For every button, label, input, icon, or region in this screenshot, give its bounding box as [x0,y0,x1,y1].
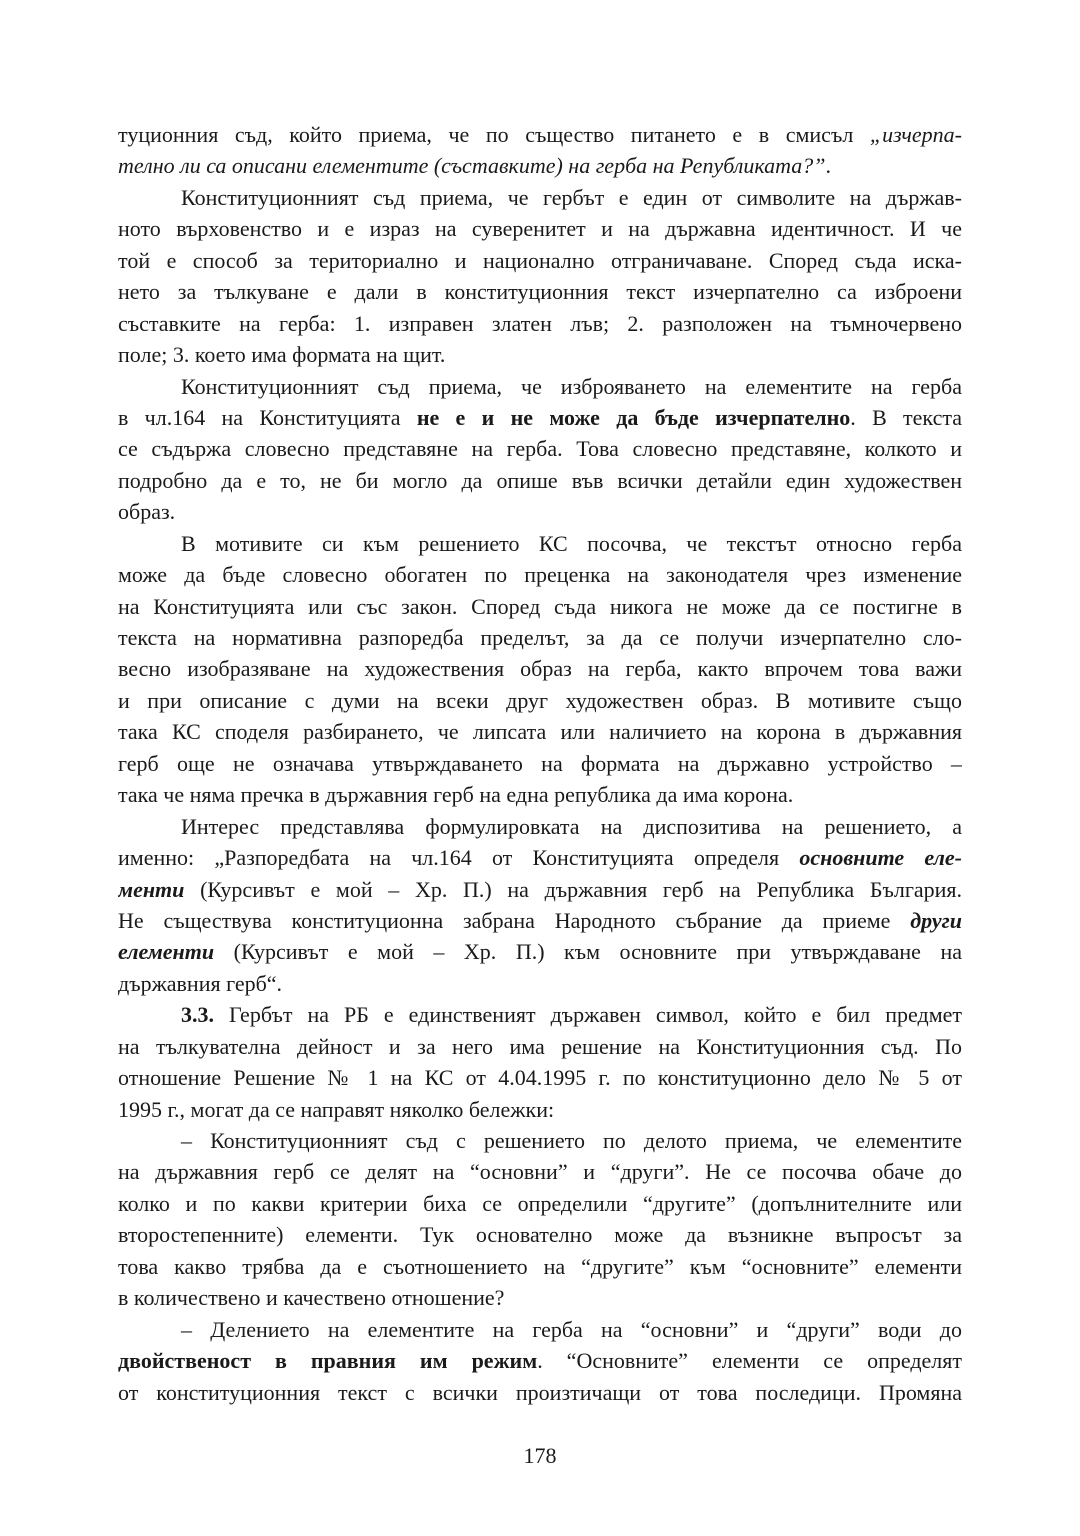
text-line [118,119,962,150]
text-run: отношение Решение № 1 на КС от 4.04.1995 г. по конституционно дело № 5 от [118,1065,962,1091]
paragraph [118,528,962,811]
text-line [118,1031,962,1062]
text-line [118,653,962,684]
text-line [118,465,962,496]
text-line [118,936,962,967]
text-run: от конституционния текст с всички произтичащи от това последици. Промяна [118,1379,962,1405]
paragraph [118,811,962,1000]
text-run: се съдържа словесно представяне на герба. Това словесно представяне, колкото и [118,436,962,462]
text-run: това какво трябва да е съотношението на “другите” към “основните” елементи [118,1253,962,1279]
paragraph [118,999,962,1125]
text-run: той е способ за териториално и национално отграничаване. Според съда иска- [118,247,962,273]
text-line [118,276,962,307]
text-line [118,402,962,433]
text-line [118,1125,962,1156]
text-line [118,591,962,622]
document-body [118,119,962,1408]
bold-italic-text: елементи [118,939,215,965]
text-line [118,150,962,181]
text-line [118,716,962,747]
text-line [118,748,962,779]
text-line [118,339,962,370]
text-run: (Курсивът е мой – Хр. П.) към основните при утвърждаване на [214,939,962,965]
paragraph [118,1314,962,1408]
paragraph [118,182,962,371]
text-run: – Делението на елементите на герба на “основни” и “други” води до [181,1316,962,1342]
text-line [118,1251,962,1282]
text-line [118,622,962,653]
text-run: . [825,153,831,179]
text-run: на тълкувателна дейност и за него има решение на Конституционния съд. По [118,1033,962,1059]
text-run: именно: „Разпоредбата на чл.164 от Конституцията определя [118,845,800,871]
text-run: на Конституцията или със закон. Според съда никога не може да се постигне в [118,593,962,619]
text-line [118,245,962,276]
text-run: Конституционният съд приема, че изброяването на елементите на герба [181,373,962,399]
text-run: поле; 3. което има формата на щит. [118,342,446,368]
text-run: нето за тълкуване е дали в конституционния текст изчерпателно са изброени [118,279,962,305]
bold-text: двойственост в правния им режим [118,1348,538,1374]
text-line [118,779,962,810]
text-run: образ. [118,499,176,525]
text-run: герб още не означава утвърждаването на формата на държавно устройство – [118,750,962,776]
text-run: така че няма пречка в държавния герб на една република да има корона. [118,782,794,808]
text-run: и при описание с думи на всеки друг художествен образ. В мотивите също [118,687,962,713]
text-line [118,213,962,244]
text-run: Гербът на РБ е единственият държавен символ, който е бил предмет [214,1002,962,1028]
text-line [118,308,962,339]
text-run: 1995 г., могат да се направят няколко бележки: [118,1096,555,1122]
text-line [118,842,962,873]
text-line [118,1219,962,1250]
text-run: текста на нормативна разпоредба пределът, за да се получи изчерпателно сло- [118,625,962,650]
text-line [118,371,962,402]
text-run: – Конституционният съд с решението по делото приема, че елементите [181,1128,962,1153]
text-run: весно изобразяване на художествения образ на герба, както впрочем това важи [118,656,962,682]
text-run: ното върховенство и е израз на суверенитет и на държавна идентичност. И че [118,216,962,242]
italic-text: телно ли са описани елементите (съставките) на герба на Републиката?” [118,153,826,179]
text-run: (Курсивът е мой – Хр. П.) на държавния герб на Република България. [184,876,962,902]
text-line [118,182,962,213]
text-line [118,685,962,716]
bold-italic-text: менти [118,876,185,902]
bold-text: не е и не може да бъде изчерпателно [416,404,851,430]
text-line [118,528,962,559]
italic-text: „изчерпа- [869,122,962,147]
text-run: в количествено и качествено отношение? [118,1285,505,1311]
text-line [118,905,962,936]
text-run: Не съществува конституционна забрана Народното събрание да приеме [118,907,911,933]
text-run: Конституционният съд приема, че гербът е един от символите на държав- [181,184,962,210]
page-number: 178 [523,1443,557,1468]
text-line [118,811,962,842]
text-line [118,1156,962,1187]
paragraph [118,371,962,528]
text-line [118,1062,962,1093]
bold-text: 3.3. [181,1002,214,1028]
text-run: на държавния герб се делят на “основни” и “други”. Не се посочва обаче до [118,1159,962,1185]
text-line [118,1377,962,1408]
text-run: второстепенните) елементи. Тук основателно може да възникне въпросът за [118,1222,962,1248]
text-run: туционния съд, който приема, че по същество питането е в смисъл [118,122,870,147]
text-run: може да бъде словесно обогатен по преценка на законодателя чрез изменение [118,562,962,588]
text-line [118,999,962,1030]
text-run: съставките на герба: 1. изправен златен лъв; 2. разположен на тъмночервено [118,310,962,336]
text-run: колко и по какви критерии биха се определили “другите” (допълнителните или [118,1190,962,1216]
bold-italic-text: други [910,907,962,933]
text-line [118,968,962,999]
text-run: така КС споделя разбирането, че липсата или наличието на корона в държавния [118,719,962,745]
text-line [118,1282,962,1313]
text-run: в чл.164 на Конституцията [118,404,417,430]
paragraph [118,1125,962,1314]
text-line [118,1094,962,1125]
text-line [118,874,962,905]
text-line [118,496,962,527]
paragraph [118,119,962,182]
text-run: подробно да е то, не би могло да опише във всички детайли един художествен [118,467,962,493]
text-line [118,1314,962,1345]
text-run: Интерес представлява формулировката на диспозитива на решението, а [181,813,962,839]
text-run: . В текста [850,404,962,430]
text-run: В мотивите си към решението КС посочва, че текстът относно герба [181,530,962,556]
text-run: държавния герб“. [118,970,283,996]
text-line [118,559,962,590]
text-line [118,1345,962,1376]
bold-italic-text: основните еле- [799,845,962,871]
text-line [118,1188,962,1219]
text-run: . “Основните” елементи се определят [537,1348,962,1374]
text-line [118,433,962,464]
